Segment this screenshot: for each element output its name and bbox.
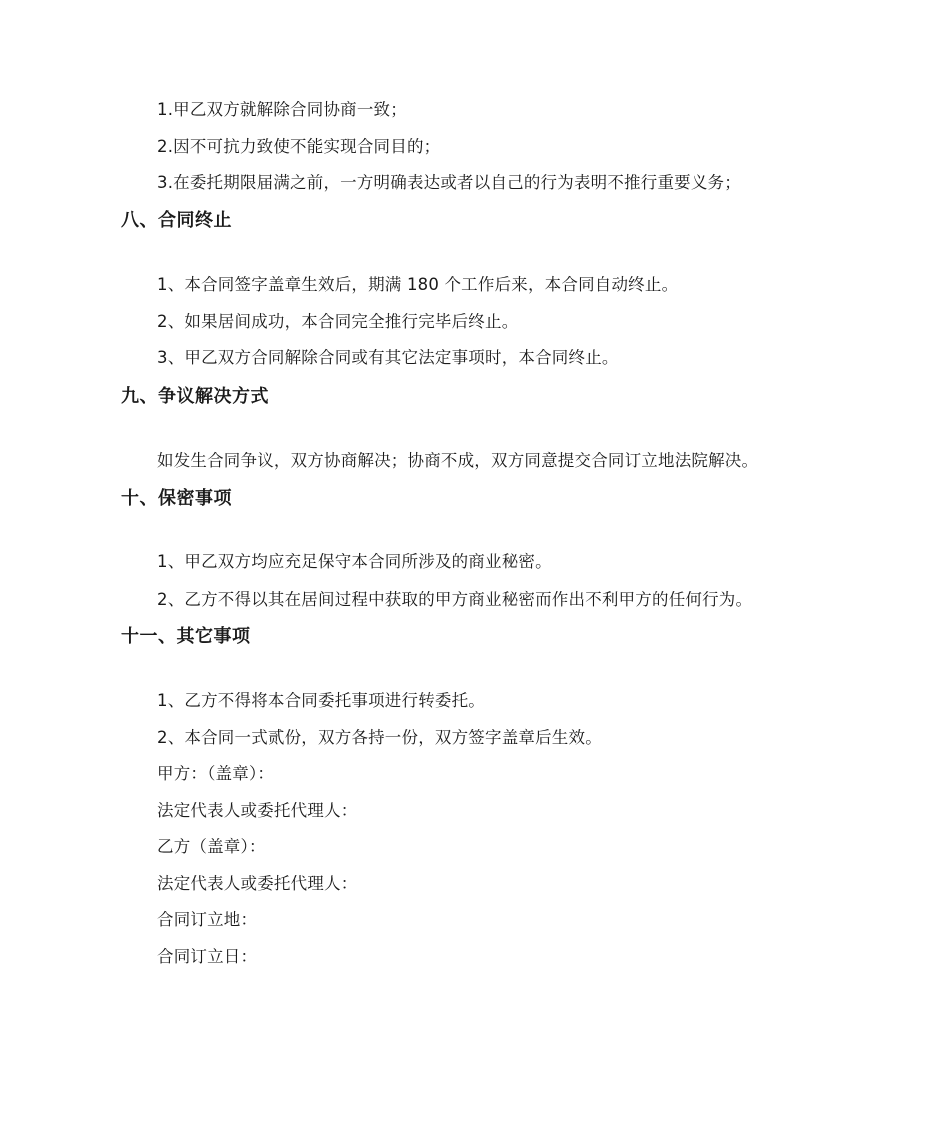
section-8-item-1: 1、本合同签字盖章生效后，期满 180 个工作后来，本合同自动终止。 <box>157 275 679 294</box>
party-a-representative-label: 法定代表人或委托代理人： <box>157 801 358 820</box>
section-10-heading: 十、保密事项 <box>121 488 232 509</box>
section-8-item-2: 2、如果居间成功，本合同完全推行完毕后终止。 <box>157 312 519 331</box>
contract-place-label: 合同订立地： <box>157 910 258 929</box>
party-a-seal-label: 甲方：（盖章）： <box>157 764 275 783</box>
section-9-item-1: 如发生合同争议，双方协商解决；协商不成，双方同意提交合同订立地法院解决。 <box>157 451 759 470</box>
section-8-heading: 八、合同终止 <box>121 210 232 231</box>
contract-date-label: 合同订立日： <box>157 947 258 966</box>
section-11-item-1: 1、乙方不得将本合同委托事项进行转委托。 <box>157 691 485 710</box>
section-11-heading: 十一、其它事项 <box>121 626 251 647</box>
termination-condition-2: 2.因不可抗力致使不能实现合同目的； <box>157 137 441 156</box>
section-10-item-2: 2、乙方不得以其在居间过程中获取的甲方商业秘密而作出不利甲方的任何行为。 <box>157 590 753 609</box>
section-11-item-2: 2、本合同一式贰份，双方各持一份，双方签字盖章后生效。 <box>157 728 602 747</box>
termination-condition-1: 1.甲乙双方就解除合同协商一致； <box>157 100 407 119</box>
section-8-item-3: 3、甲乙双方合同解除合同或有其它法定事项时，本合同终止。 <box>157 348 619 367</box>
party-b-representative-label: 法定代表人或委托代理人： <box>157 874 358 893</box>
party-b-seal-label: 乙方（盖章）： <box>157 837 266 856</box>
section-10-item-1: 1、甲乙双方均应充足保守本合同所涉及的商业秘密。 <box>157 552 552 571</box>
termination-condition-3: 3.在委托期限届满之前，一方明确表达或者以自己的行为表明不推行重要义务； <box>157 173 741 192</box>
section-9-heading: 九、争议解决方式 <box>121 386 269 407</box>
